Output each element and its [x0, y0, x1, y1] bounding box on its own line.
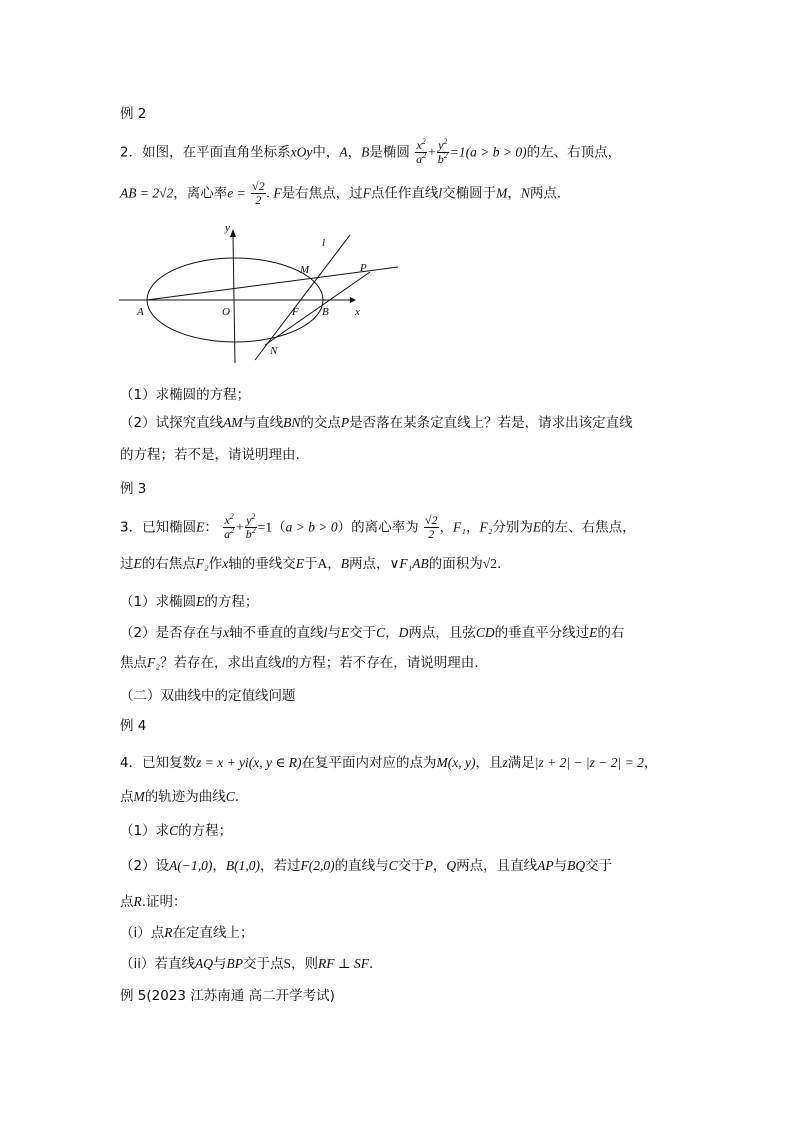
math: AM: [223, 415, 243, 430]
math: N: [520, 185, 530, 201]
math: E: [196, 519, 205, 535]
math: B: [361, 144, 370, 160]
text: ？若存在，求出直线: [159, 655, 282, 671]
math: M: [496, 185, 508, 201]
label-y: y: [225, 222, 230, 234]
math: F₂: [195, 556, 209, 571]
text: （二）双曲线中的定值线问题: [120, 688, 296, 704]
fraction-sqrt2-2: $\frac{√2}{2}$: [424, 513, 438, 541]
text: 满足: [507, 755, 535, 771]
math: BP: [226, 956, 244, 971]
text: 与: [553, 858, 568, 874]
ex3-q2: [120, 624, 624, 642]
label-x: x: [355, 306, 360, 318]
math: M: [133, 789, 145, 804]
text: .证明：: [141, 894, 187, 910]
x-axis-arrow: [350, 297, 356, 303]
text: ，: [385, 625, 399, 641]
fraction-y2-b2: $\frac{y^2}{b^2}$: [437, 137, 448, 166]
y-axis: [233, 235, 235, 363]
ex4-q2-cont: [120, 893, 187, 911]
text: 交于点: [243, 956, 284, 972]
math: E: [133, 556, 142, 571]
text: 点: [120, 894, 134, 910]
text: ，: [643, 755, 658, 771]
text: ，: [439, 519, 454, 536]
text: 在定直线上；: [172, 925, 254, 941]
ex2-line-1: 2．如图，在平面直角坐标系xOy中，A，B是椭圆 $\frac{x^2}{a^2}$ + $\frac{y^2}{b^2}$ =1(a > b > 0)的左、右顶点，: [120, 137, 622, 166]
label-P: P: [360, 262, 367, 274]
ex2-q1: [120, 386, 250, 404]
text: 点: [120, 789, 134, 805]
ex3-line-2: [120, 555, 501, 573]
text: 4．已知复数: [120, 755, 197, 771]
label-text: 例 4: [120, 718, 147, 734]
text: 点任作直线: [370, 185, 439, 202]
math: P: [424, 858, 433, 873]
math: x: [223, 625, 230, 640]
y-axis-arrow: [230, 229, 236, 237]
text: 的方程；: [204, 594, 259, 610]
math: √2: [482, 556, 497, 571]
math: E: [340, 625, 350, 640]
math: xOy: [290, 144, 313, 160]
text: 的方程；: [178, 823, 233, 839]
ellipse-figure: [115, 215, 405, 365]
label-F: F: [292, 306, 299, 318]
ex3-line-1: 3．已知椭圆E： $\frac{x^2}{a^2}$ + $\frac{y^2}{b^2}$ =1（a > b > 0）的离心率为 $\frac{√2}{2}$ ，F₁，F₂分别为E的左、右焦点，: [120, 512, 636, 541]
math: C: [388, 858, 398, 873]
section-heading: [120, 687, 296, 705]
ex4-q2-i: [120, 924, 254, 942]
math: =1: [257, 519, 273, 535]
math: C: [376, 625, 386, 640]
math: a > b > 0: [285, 519, 338, 535]
text: 在复平面内对应的点为: [301, 755, 437, 771]
text: ，: [347, 144, 362, 161]
text: 过: [120, 556, 134, 572]
ex2-q2-cont: [120, 446, 300, 464]
text: 两点，且直线: [456, 858, 538, 874]
text: 是否落在某条定直线上？若是，请求出该定直线: [349, 415, 633, 431]
math: P: [340, 415, 350, 430]
math: ∨F₁AB: [389, 556, 429, 571]
fraction-y2-b2: $\frac{y^2}{b^2}$: [245, 512, 256, 541]
text: 中，: [312, 144, 340, 161]
text: 的面积为: [428, 556, 483, 572]
math: R: [164, 925, 173, 940]
text: ，且: [475, 755, 503, 771]
text: 的交点: [300, 415, 341, 431]
text: 的右: [597, 625, 625, 641]
math: B(1,0): [225, 858, 260, 873]
label-text: 例 3: [120, 481, 147, 497]
text: 轴不垂直的直线: [229, 625, 324, 641]
math: C: [169, 823, 179, 838]
ex2-line-2: [120, 180, 561, 207]
label-l: l: [322, 237, 326, 249]
text: ，: [465, 519, 480, 536]
math: F: [362, 185, 371, 201]
math: |z + 2| − |z − 2| = 2: [534, 755, 644, 770]
label-text: 例 5(2023 江苏南通 高二开学考试): [120, 988, 335, 1004]
text: 的右焦点: [141, 556, 196, 572]
text: （ii）若直线: [120, 956, 196, 972]
math: A(−1,0): [169, 858, 213, 873]
text: ，则: [291, 956, 319, 972]
ex4-line-2: [120, 788, 239, 806]
ex4-q1: [120, 822, 232, 840]
math: A: [317, 556, 328, 571]
math: e =: [227, 185, 246, 201]
math: l: [323, 625, 328, 640]
text: 于: [303, 556, 318, 572]
math: F₁: [453, 519, 466, 535]
text: ：: [204, 519, 218, 536]
math: D: [398, 625, 409, 640]
math: RF ⊥ SF: [318, 956, 369, 971]
math: BQ: [567, 858, 586, 873]
math: AP: [537, 858, 554, 873]
text: 交于: [397, 858, 425, 874]
text: ，: [212, 858, 226, 874]
text: （2）试探究直线: [120, 415, 224, 431]
text: 焦点: [120, 655, 147, 671]
math: F(2,0): [300, 858, 335, 873]
text: 的方程；若不是，请说明理由.: [120, 447, 300, 463]
text: （2）是否存在与: [120, 625, 224, 641]
text: ，离心率: [173, 185, 228, 202]
text: 分别为: [492, 519, 533, 536]
ex4-q2: [120, 857, 612, 875]
label-M: M: [300, 264, 310, 276]
text: 的左、右顶点，: [526, 144, 622, 161]
math: C: [225, 789, 235, 804]
math: z: [502, 755, 508, 770]
math: F₂: [479, 519, 493, 535]
fraction-x2-a2: $\frac{x^2}{a^2}$: [224, 512, 235, 541]
math: E: [196, 594, 205, 609]
math: B: [340, 556, 349, 571]
text: 的左、右焦点，: [541, 519, 636, 536]
ex2-q2: [120, 414, 633, 432]
label-B: B: [322, 306, 329, 318]
text: 交椭圆于: [442, 185, 497, 202]
math: . F: [266, 185, 282, 201]
math: E: [295, 556, 304, 571]
text: ）的离心率为: [337, 519, 419, 536]
example-5-label: [120, 987, 335, 1005]
math: S: [283, 956, 292, 971]
text: （1）求: [120, 823, 170, 839]
math: F₂: [147, 655, 160, 670]
math: AQ: [195, 956, 214, 971]
math: Q: [446, 858, 457, 873]
text: 的方程；若不存在，请说明理由.: [285, 655, 479, 671]
text: 与: [327, 625, 341, 641]
text: 的垂直平分线过: [494, 625, 590, 641]
math: A: [339, 144, 348, 160]
math: E: [589, 625, 598, 640]
text: 与: [213, 956, 227, 972]
line-l: [255, 235, 350, 360]
label-A: A: [137, 306, 144, 318]
text: （1）求椭圆: [120, 594, 197, 610]
math: l: [281, 655, 286, 670]
text: 两点.: [529, 185, 562, 202]
text: 的轨迹为曲线: [144, 789, 226, 805]
label-N: N: [270, 345, 278, 357]
fraction-x2-a2: $\frac{x^2}{a^2}$: [416, 137, 427, 166]
fraction-sqrt2-2: $\frac{√2}{2}$: [252, 179, 265, 207]
math: z = x + yi(x, y ∈ R): [196, 755, 302, 770]
text: .: [234, 789, 240, 805]
text: .: [368, 956, 374, 972]
math: x: [222, 556, 229, 571]
text: ，: [507, 185, 521, 202]
example-3-label: [120, 480, 146, 498]
math: AB = 2√2: [120, 185, 174, 201]
text: 的直线与: [334, 858, 389, 874]
text: 是椭圆: [369, 144, 410, 161]
example-2-label: [120, 105, 146, 123]
ex3-q2-cont: [120, 654, 479, 672]
text: .: [496, 556, 502, 572]
text: （2）设: [120, 858, 170, 874]
text: 3．已知椭圆: [120, 519, 197, 536]
math: =1(a > b > 0): [449, 144, 527, 160]
text: ，: [432, 858, 447, 874]
text: 与直线: [242, 415, 284, 431]
math: M(x, y): [436, 755, 476, 770]
label-O: O: [222, 306, 230, 318]
text: ，: [327, 556, 341, 572]
text: 两点，: [348, 556, 390, 572]
text: （1）求椭圆的方程；: [120, 387, 251, 403]
text: ，若过: [259, 858, 301, 874]
text: 作: [208, 556, 223, 572]
text: 交于: [349, 625, 377, 641]
ex4-q2-ii: [120, 955, 373, 973]
text: 交于: [585, 858, 613, 874]
ex4-line-1: [120, 754, 657, 772]
text: 轴的垂线交: [228, 556, 296, 572]
label-text: 例 2: [120, 106, 147, 122]
math: l: [438, 185, 443, 201]
example-4-label: [120, 717, 146, 735]
math: R: [133, 894, 142, 909]
text: （i）点: [120, 925, 165, 941]
text: 两点，且弦: [408, 625, 476, 641]
math: E: [532, 519, 542, 535]
text: （: [272, 519, 286, 536]
text: 是右焦点，过: [281, 185, 363, 202]
text: 2．如图，在平面直角坐标系: [120, 144, 291, 161]
math: BN: [283, 415, 301, 430]
math: CD: [475, 625, 495, 640]
ex3-q1: [120, 593, 258, 611]
